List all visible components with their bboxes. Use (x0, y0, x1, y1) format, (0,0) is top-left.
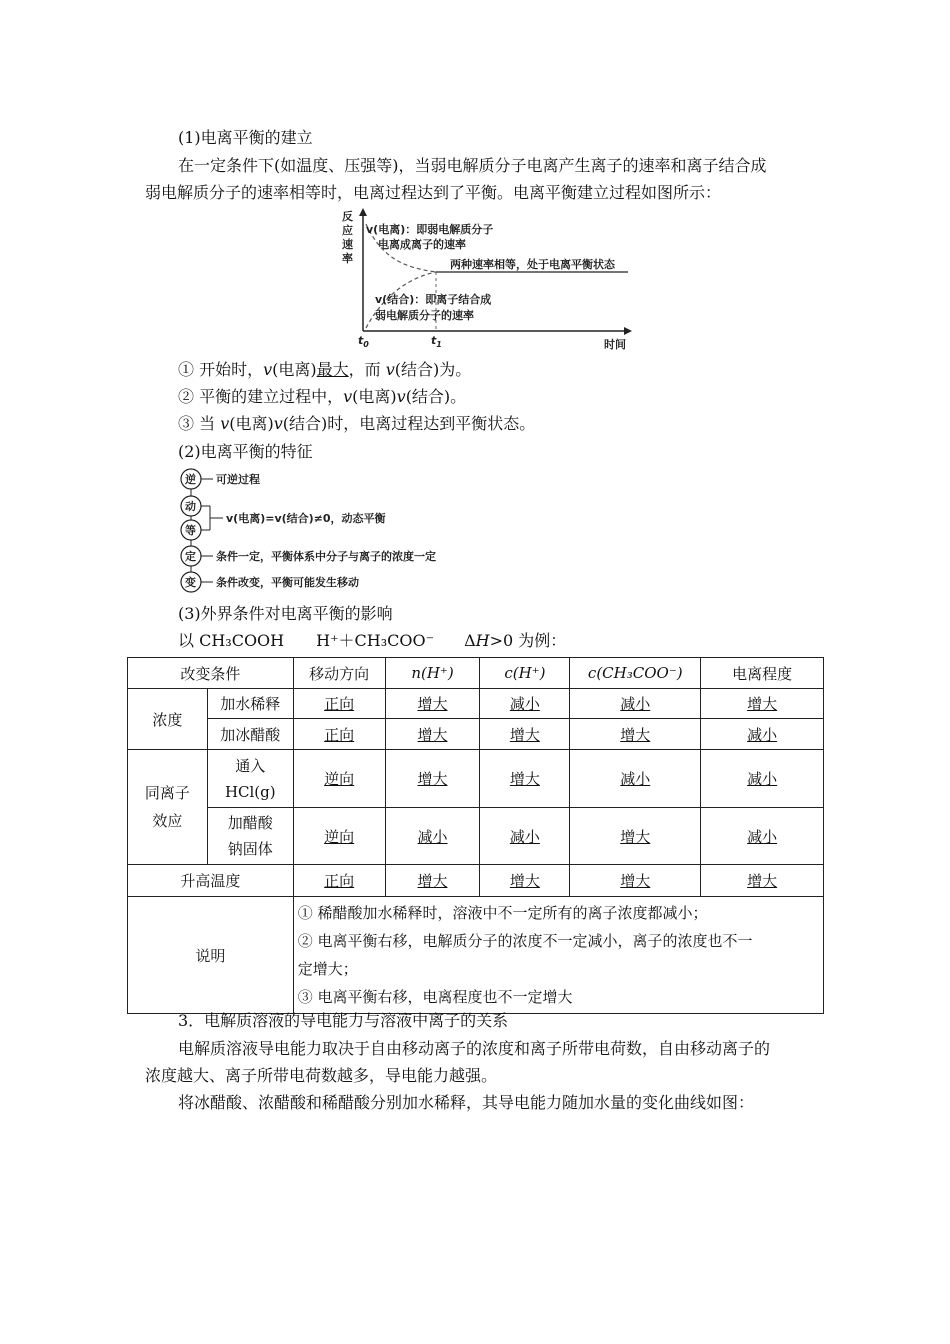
point-2: ② 平衡的建立过程中，v(电离)v(结合)。 (178, 387, 467, 406)
answer-cell: 逆向 (293, 750, 385, 808)
table-row (128, 865, 824, 897)
answer-cell: 增大 (480, 719, 570, 750)
feature-char: 逆 (185, 473, 196, 486)
header-cell: c(CH₃COO⁻) (570, 658, 701, 689)
y-label-char: 应 (342, 224, 353, 237)
table-row (128, 719, 824, 750)
note-line: 定增大； (297, 960, 358, 978)
header-cell: 电离程度 (701, 658, 824, 689)
point-3: ③ 当 v(电离)v(结合)时，电离过程达到平衡状态。 (178, 414, 536, 433)
answer-cell: 增大 (480, 865, 570, 897)
condition-cell: 加冰醋酸 (207, 719, 293, 750)
note-line: ② 电离平衡右移，电解质分子的浓度不一定减小，离子的浓度也不一 (297, 932, 753, 950)
answer-cell: 减小 (480, 808, 570, 865)
point-1: ① 开始时，v(电离)最大，而 v(结合)为。 (178, 360, 472, 379)
note-label-cell: 说明 (128, 897, 294, 1014)
feature-char: 定 (185, 550, 196, 563)
y-axis-arrow (359, 208, 367, 216)
answer-cell: 减小 (570, 750, 701, 808)
answer-cell: 增大 (570, 865, 701, 897)
answer-cell: 增大 (480, 750, 570, 808)
t0-label: $t_0$ (358, 334, 369, 349)
paragraph-line: 电解质溶液导电能力取决于自由移动离子的浓度和离子所带电荷数，自由移动离子的 (178, 1039, 771, 1058)
answer-cell: 减小 (701, 750, 824, 808)
y-label-char: 速 (342, 238, 353, 251)
equilibrium-table (127, 657, 824, 1014)
answer-cell: 增大 (385, 750, 480, 808)
answer-cell: 正向 (293, 719, 385, 750)
feature-char: 变 (185, 576, 196, 589)
paragraph-line: 浓度越大、离子所带电荷数越多，导电能力越强。 (145, 1066, 498, 1085)
equilibrium-features-diagram (178, 466, 498, 596)
header-cell: c(H⁺) (480, 658, 570, 689)
condition-cell: 加水稀释 (207, 689, 293, 719)
answer-cell: 增大 (570, 719, 701, 750)
top-curve-label: v(电离)：即弱电解质分子 (366, 223, 494, 236)
t1-label: $t_1$ (431, 334, 442, 349)
ionization-rate-diagram (328, 206, 638, 351)
header-cell: 改变条件 (128, 658, 294, 689)
condition-cell: 通入 HCl(g) (207, 750, 293, 808)
answer-cell: 正向 (293, 865, 385, 897)
table-row (128, 750, 824, 808)
equation-line: 以 CH₃COOH H⁺＋CH₃COO⁻ ΔH>0 为例： (178, 631, 567, 650)
paragraph-line: 将冰醋酸、浓醋酸和稀醋酸分别加水稀释，其导电能力随加水量的变化曲线如图： (178, 1093, 755, 1112)
x-axis-label: 时间 (604, 338, 626, 351)
note-cell (293, 897, 823, 1014)
table-row (128, 808, 824, 865)
answer-cell: 正向 (293, 689, 385, 719)
section-heading-2: (2)电离平衡的特征 (178, 442, 313, 461)
paragraph-line: 在一定条件下(如温度、压强等)，当弱电解质分子电离产生离子的速率和离子结合成 (178, 156, 767, 175)
feature-char: 动 (185, 500, 196, 513)
condition-cell: 升高温度 (128, 865, 294, 897)
feature-text: v(电离)=v(结合)≠0，动态平衡 (226, 512, 386, 525)
table-header-row (128, 658, 824, 689)
section-heading-4: 3．电解质溶液的导电能力与溶液中离子的关系 (178, 1011, 509, 1030)
header-cell: 移动方向 (293, 658, 385, 689)
answer-cell: 逆向 (293, 808, 385, 865)
answer-cell: 增大 (385, 689, 480, 719)
y-label-char: 率 (342, 252, 353, 265)
answer-cell: 减小 (480, 689, 570, 719)
y-label-char: 反 (342, 210, 353, 223)
answer-cell: 减小 (701, 808, 824, 865)
condition-cell: 加醋酸 钠固体 (207, 808, 293, 865)
note-line: ③ 电离平衡右移，电离程度也不一定增大 (297, 988, 573, 1006)
answer-cell: 增大 (701, 689, 824, 719)
header-cell: n(H⁺) (385, 658, 480, 689)
bottom-curve-label: v(结合)：即离子结合成 (375, 293, 492, 306)
table-row (128, 689, 824, 719)
equilibrium-label: 两种速率相等，处于电离平衡状态 (450, 258, 615, 271)
feature-text: 可逆过程 (216, 473, 260, 486)
y-axis-label (342, 209, 353, 265)
feature-text: 条件一定，平衡体系中分子与离子的浓度一定 (216, 550, 436, 563)
section-heading-3: (3)外界条件对电离平衡的影响 (178, 604, 393, 623)
answer-cell: 减小 (385, 808, 480, 865)
table-note-row (128, 897, 824, 1014)
section-heading-1: (1)电离平衡的建立 (178, 128, 313, 147)
top-curve-label: 电离成离子的速率 (378, 238, 466, 251)
group-cell: 浓度 (128, 689, 208, 750)
answer-cell: 减小 (701, 719, 824, 750)
answer-cell: 增大 (385, 865, 480, 897)
answer-cell: 增大 (385, 719, 480, 750)
feature-text: 条件改变，平衡可能发生移动 (216, 576, 359, 589)
bottom-curve-label: 弱电解质分子的速率 (375, 309, 474, 322)
group-cell: 同离子 效应 (128, 750, 208, 865)
note-line: ① 稀醋酸加水稀释时，溶液中不一定所有的离子浓度都减小； (297, 904, 708, 922)
paragraph-line: 弱电解质分子的速率相等时，电离过程达到了平衡。电离平衡建立过程如图所示： (145, 183, 722, 202)
answer-cell: 减小 (570, 689, 701, 719)
feature-char: 等 (185, 524, 196, 537)
x-axis-arrow (624, 327, 632, 335)
answer-cell: 增大 (701, 865, 824, 897)
answer-cell: 增大 (570, 808, 701, 865)
